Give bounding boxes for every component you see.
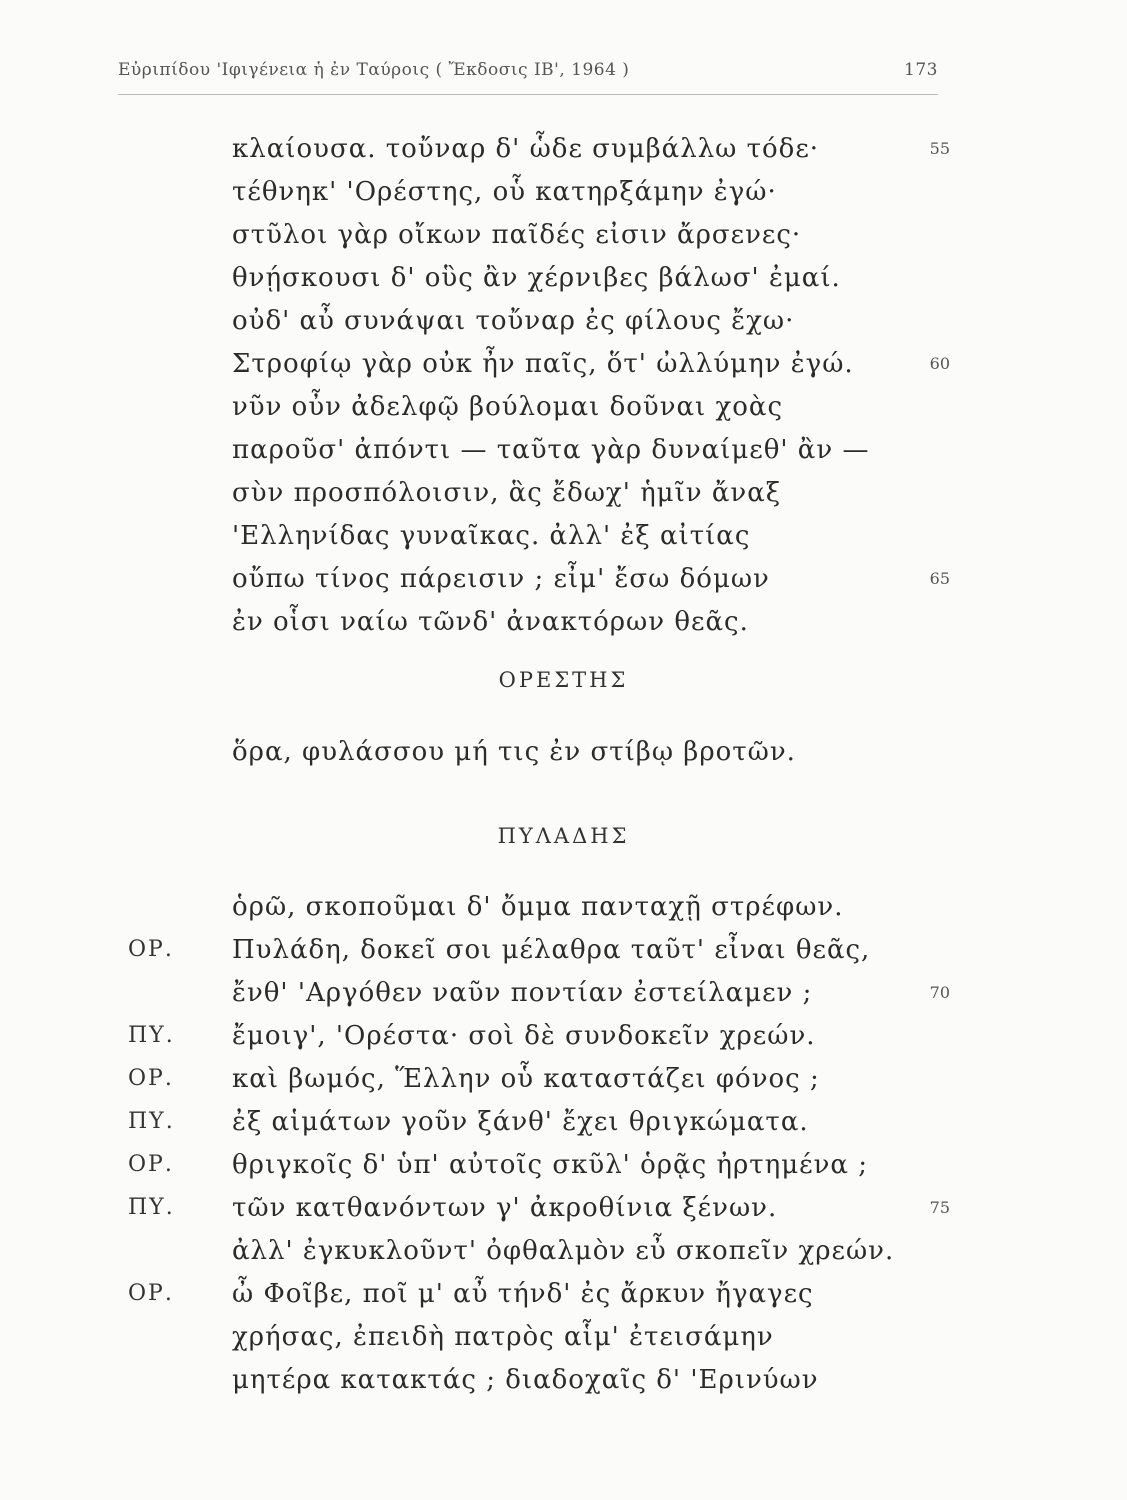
verse-line: ἔμοιγ', 'Ορέστα· σοὶ δὲ συνδοκεῖν χρεών. xyxy=(232,1021,816,1051)
verse-line: καὶ βωμός, Ἕλλην οὗ καταστάζει φόνος ; xyxy=(232,1064,820,1094)
verse-line: θριγκοῖς δ' ὑπ' αὐτοῖς σκῦλ' ὁρᾷς ἠρτημένα ; xyxy=(232,1150,868,1180)
header-rule xyxy=(118,94,938,95)
running-title: Εὐριπίδου 'Ιφιγένεια ἡ ἐν Ταύροις ( Ἔκδοσις ΙΒ', 1964 ) xyxy=(118,60,630,80)
verse-line: οὐδ' αὖ συνάψαι τοὔναρ ἐς φίλους ἔχω· xyxy=(232,306,795,336)
speaker-abbrev: ΠΥ. xyxy=(128,1195,175,1220)
speaker-abbrev: ΠΥ. xyxy=(128,1023,175,1048)
speaker-heading-pylades: ΠΥΛΑΔΗΣ xyxy=(497,824,630,848)
verse-line: μητέρα κατακτάς ; διαδοχαῖς δ' 'Ερινύων xyxy=(232,1365,819,1395)
verse-line: κλαίουσα. τοὔναρ δ' ὧδε συμβάλλω τόδε· xyxy=(232,134,820,164)
verse-line: παροῦσ' ἀπόντι — ταῦτα γὰρ δυναίμεθ' ἂν — xyxy=(232,435,870,465)
running-header xyxy=(118,60,938,90)
verse-line: οὔπω τίνος πάρεισιν ; εἶμ' ἔσω δόμων xyxy=(232,564,770,594)
line-number: 70 xyxy=(929,983,950,1002)
verse-line: Πυλάδη, δοκεῖ σοι μέλαθρα ταῦτ' εἶναι θεᾶς, xyxy=(232,935,871,965)
verse-line: ἐν οἷσι ναίω τῶνδ' ἀνακτόρων θεᾶς. xyxy=(232,607,749,637)
speaker-abbrev: ΠΥ. xyxy=(128,1109,175,1134)
line-number: 65 xyxy=(929,569,950,588)
verse-line: θνῄσκουσι δ' οὓς ἂν χέρνιβες βάλωσ' ἐμαί. xyxy=(232,263,841,293)
verse-line: ὅρα, φυλάσσου μή τις ἐν στίβῳ βροτῶν. xyxy=(232,737,796,767)
verse-line: νῦν οὖν ἀδελφῷ βούλομαι δοῦναι χοὰς xyxy=(232,392,784,422)
speaker-abbrev: ΟΡ. xyxy=(128,1066,174,1091)
speaker-abbrev: ΟΡ. xyxy=(128,1281,174,1306)
speaker-heading-orestes: ΟΡΕΣΤΗΣ xyxy=(498,668,629,692)
verse-line: ἔνθ' 'Αργόθεν ναῦν ποντίαν ἐστείλαμεν ; xyxy=(232,978,813,1008)
verse-line: σὺν προσπόλοισιν, ἃς ἔδωχ' ἡμῖν ἄναξ xyxy=(232,478,782,508)
verse-line: τέθνηκ' 'Ορέστης, οὗ κατηρξάμην ἐγώ· xyxy=(232,177,777,207)
verse-line: ὦ Φοῖβε, ποῖ μ' αὖ τήνδ' ἐς ἄρκυν ἤγαγες xyxy=(232,1279,814,1309)
page-number: 173 xyxy=(904,60,938,80)
verse-line: ἀλλ' ἐγκυκλοῦντ' ὀφθαλμὸν εὖ σκοπεῖν χρεών. xyxy=(232,1236,895,1266)
speaker-abbrev: ΟΡ. xyxy=(128,1152,174,1177)
verse-line: ὁρῶ, σκοποῦμαι δ' ὄμμα πανταχῇ στρέφων. xyxy=(232,892,844,922)
verse-line: χρήσας, ἐπειδὴ πατρὸς αἷμ' ἐτεισάμην xyxy=(232,1322,774,1352)
line-number: 60 xyxy=(929,354,950,373)
verse-line: Στροφίῳ γὰρ οὐκ ἦν παῖς, ὅτ' ὠλλύμην ἐγώ. xyxy=(232,349,854,379)
verse-line: στῦλοι γὰρ οἴκων παῖδές εἰσιν ἄρσενες· xyxy=(232,220,802,250)
line-number: 75 xyxy=(929,1198,950,1217)
verse-line: τῶν κατθανόντων γ' ἀκροθίνια ξένων. xyxy=(232,1193,778,1223)
verse-line: ἐξ αἱμάτων γοῦν ξάνθ' ἔχει θριγκώματα. xyxy=(232,1107,809,1137)
verse-line: 'Ελληνίδας γυναῖκας. ἀλλ' ἐξ αἰτίας xyxy=(232,521,751,551)
speaker-abbrev: ΟΡ. xyxy=(128,937,174,962)
line-number: 55 xyxy=(929,139,950,158)
